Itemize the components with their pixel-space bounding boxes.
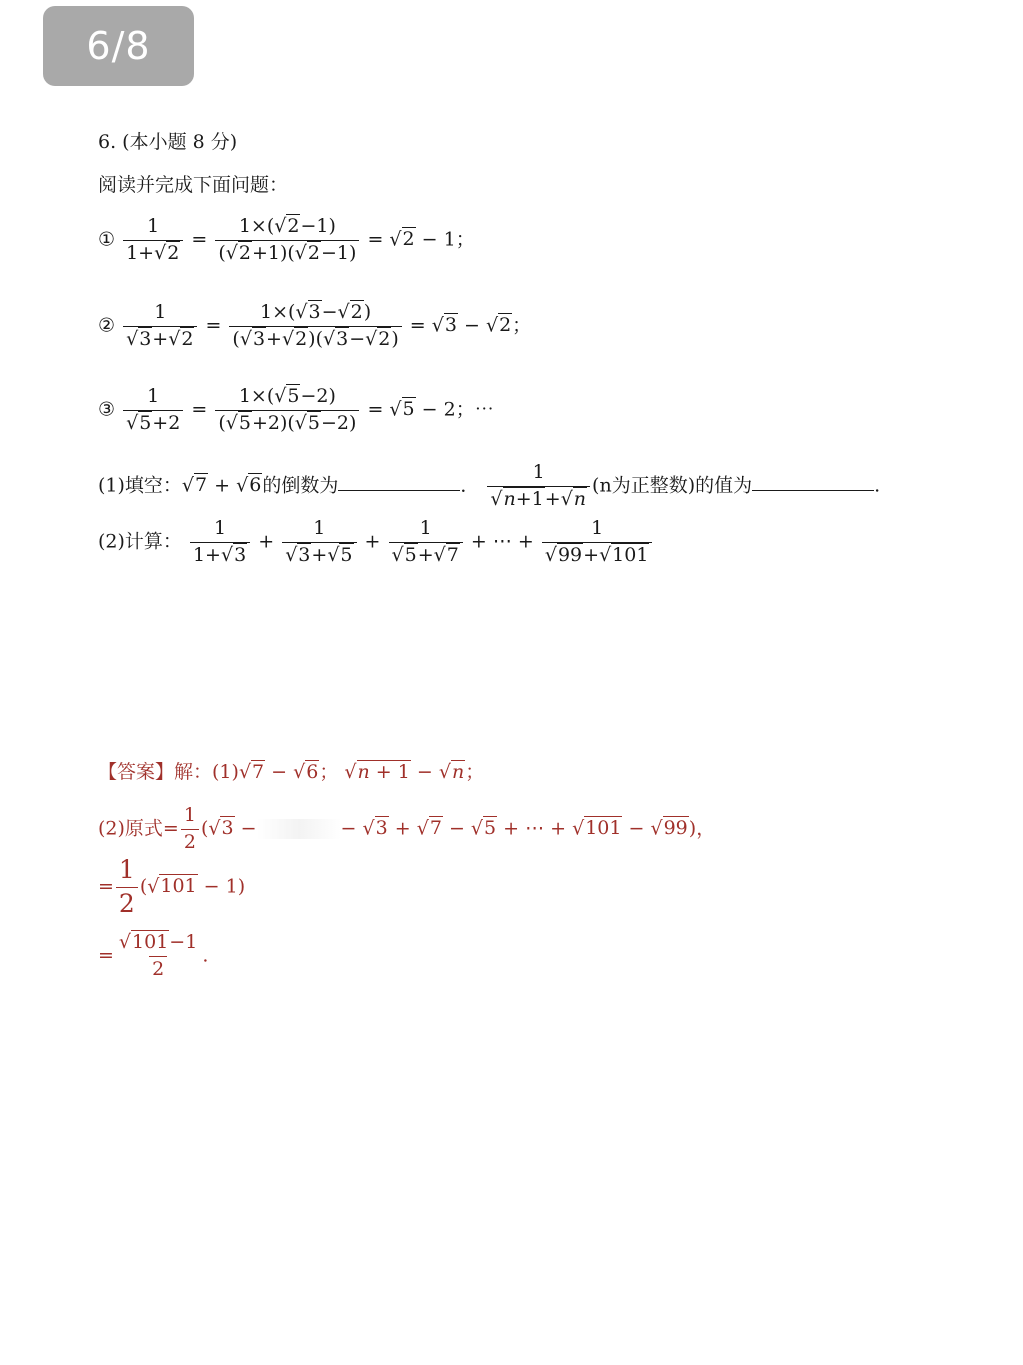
answer-line-2: (2)原式= $\frac{1}{2}$ (√3 − − √3 + √7 − √5 + ⋯ + √101 − √99)， (98, 804, 716, 853)
example-1: ① $\frac{1}{1+√2}$ = $\frac{1\times(√2-1)}{(√2+1)(√2-1)}$ = √2 − 1； (98, 215, 475, 264)
part-1-general-fraction: $\frac{1}{√n+1+√n}$ (487, 462, 590, 511)
smudged-area (257, 819, 341, 839)
example-1-lhs-fraction: $\frac{1}{1+√2}$ (123, 216, 183, 265)
example-1-rationalized-fraction: $\frac{1\times(√2-1)}{(√2+1)(√2-1)}$ (215, 216, 359, 265)
example-2-rationalized-fraction: $\frac{1\times(√3-√2)}{(√3+√2)(√3-√2)}$ (229, 302, 401, 351)
answer-line-4-prefix: = (98, 944, 114, 967)
page-indicator-badge: 6/8 (43, 6, 194, 86)
part-1-fill-in: (1)填空：√7 + √6的倒数为 ． $\frac{1}{√n+1+√n}$ (n为正整数)的值为 . (98, 461, 881, 510)
example-3-tail: ；⋯ (455, 398, 494, 421)
answer-label: 【答案】解： (98, 761, 213, 783)
answer-line-3-prefix: = (98, 875, 114, 898)
example-1-marker: ① (98, 228, 116, 251)
part-2-label: (2)计算： (98, 530, 182, 553)
answer-line-3: = $\frac{1}{2}$ (√101 − 1) (98, 855, 246, 918)
answer-line-4: = $\frac{√101-1}{2}$ . (98, 931, 209, 980)
example-3-lhs-fraction: $\frac{1}{√5+2}$ (123, 386, 183, 435)
example-3-rationalized-fraction: $\frac{1\times(√5-2)}{(√5+2)(√5-2)}$ (215, 386, 359, 435)
part-1-blank-2 (752, 472, 874, 491)
answer-part-2-prefix: (2)原式= (98, 817, 179, 840)
answer-line-1: 【答案】解：(1)√7 − √6； √n + 1 − √n； (98, 761, 485, 783)
part-1-text: 的倒数为 (262, 474, 339, 497)
example-2-marker: ② (98, 314, 116, 337)
question-instruction: 阅读并完成下面问题： (98, 174, 289, 196)
example-2-lhs-fraction: $\frac{1}{√3+√2}$ (123, 302, 197, 351)
part-2-compute: (2)计算： $\frac{1}{1+√3}$ + $\frac{1}{√3+√5}$ + $\frac{1}{√5+√7}$ + ⋯ + $\frac{1}{√99+√101}$ (98, 518, 654, 567)
part-1-blank-1 (338, 472, 460, 491)
part-1-note: (n为正整数)的值为 (592, 474, 753, 497)
example-2: ② $\frac{1}{√3+√2}$ = $\frac{1\times(√3-√2)}{(√3+√2)(√3-√2)}$ = √3 − √2； (98, 301, 532, 350)
part-1-label: (1)填空： (98, 474, 182, 497)
question-title: 6. (本小题 8 分) (98, 131, 238, 153)
example-3: ③ $\frac{1}{√5+2}$ = $\frac{1\times(√5-2)}{(√5+2)(√5-2)}$ = √5 − 2；⋯ (98, 385, 494, 434)
answer-part-1-label: (1) (212, 761, 239, 783)
example-3-marker: ③ (98, 398, 116, 421)
